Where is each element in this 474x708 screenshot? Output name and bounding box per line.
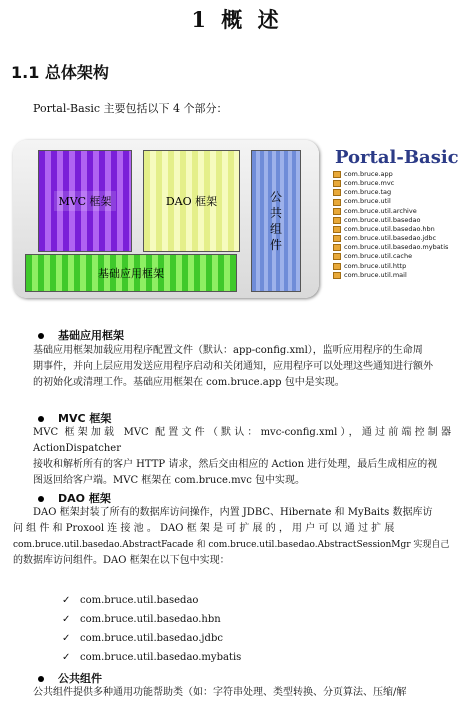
package-icon bbox=[333, 272, 341, 279]
package-icon bbox=[333, 263, 341, 270]
package-icon bbox=[333, 226, 341, 233]
section-heading: 1.1 总体架构 bbox=[11, 63, 109, 82]
package-icon bbox=[333, 180, 341, 187]
bullet-icon bbox=[38, 333, 44, 339]
bullet-icon bbox=[38, 416, 44, 422]
package-item: com.bruce.app bbox=[333, 170, 448, 179]
portal-basic-brand: Portal-Basic bbox=[335, 147, 459, 168]
mvc-framework-heading: MVC 框架 bbox=[38, 410, 111, 426]
list-item: ✓ com.bruce.util.basedao.hbn bbox=[62, 610, 241, 629]
package-icon bbox=[333, 235, 341, 242]
dao-framework-paragraph: DAO 框架封装了所有的数据库访问操作，内置 JDBC、Hibernate 和 MyBaits 数据库访 问 组 件 和 Proxool 连 接 池 。 DAO 框 架 是 可 扩 展 的 ， 用 户 可 以 通 过 扩 展 com.bruce.util.basedao.AbstractFacade 和 com.bruce.util.basedao.AbstractSessionMgr 实现自己 的数据库访问组件。DAO 框架在以下包中实现： bbox=[13, 507, 450, 566]
base-framework-block bbox=[25, 254, 237, 292]
check-icon: ✓ bbox=[62, 633, 71, 644]
package-item: com.bruce.mvc bbox=[333, 179, 448, 188]
dao-framework-block bbox=[143, 150, 240, 252]
page-title: 1 概 述 bbox=[191, 7, 283, 32]
list-item: ✓ com.bruce.util.basedao bbox=[62, 591, 241, 610]
package-icon bbox=[333, 171, 341, 178]
list-item: ✓ com.bruce.util.basedao.mybatis bbox=[62, 648, 241, 667]
dao-framework-heading: DAO 框架 bbox=[38, 490, 111, 506]
package-item: com.bruce.util.basedao.jdbc bbox=[333, 234, 448, 243]
check-icon: ✓ bbox=[62, 595, 71, 606]
bullet-icon bbox=[38, 676, 44, 682]
package-item: com.bruce.util bbox=[333, 197, 448, 206]
mvc-framework-block bbox=[38, 150, 132, 252]
package-icon bbox=[333, 208, 341, 215]
bullet-icon bbox=[38, 496, 44, 502]
base-framework-heading: 基础应用框架 bbox=[38, 327, 124, 343]
base-block-label: 基础应用框架 bbox=[98, 267, 164, 280]
package-list bbox=[333, 170, 448, 280]
common-components-heading: 公共组件 bbox=[38, 670, 102, 686]
package-icon bbox=[333, 253, 341, 260]
dao-block-label: DAO 框架 bbox=[165, 195, 218, 208]
package-item: com.bruce.util.cache bbox=[333, 252, 448, 261]
package-item: com.bruce.util.basedao.hbn bbox=[333, 225, 448, 234]
common-components-block bbox=[251, 150, 301, 292]
package-icon bbox=[333, 189, 341, 196]
intro-text: Portal-Basic 主要包括以下 4 个部分： bbox=[33, 102, 228, 115]
architecture-diagram bbox=[13, 140, 319, 298]
package-item: com.bruce.util.http bbox=[333, 262, 448, 271]
common-components-paragraph: 公共组件提供多种通用功能帮助类（如：字符串处理、类型转换、分页算法、压缩/解 bbox=[33, 687, 407, 698]
package-item: com.bruce.tag bbox=[333, 188, 448, 197]
package-icon bbox=[333, 244, 341, 251]
base-framework-paragraph: 基础应用框架加载应用程序配置文件（默认：app-config.xml），监听应用程序的生命周 期事件，并向上层应用发送应用程序启动和关闭通知，应用程序可以处理这些通知进行额外 的初始化或清理工作。基础应用框架在 com.bruce.app 包中是实现。 bbox=[33, 345, 433, 388]
common-block-label: 公 共 组 件 bbox=[269, 190, 282, 252]
mvc-framework-paragraph: MVC 框架加载 MVC 配置文件（默认：mvc-config.xml），通过前端控制器 ActionDispatcher 接收和解析所有的客户 HTTP 请求，然后交由相应的 Action 进行处理，最后生成相应的视 图返回给客户端。MVC 框架在 com.bruce.mvc 包中实现。 bbox=[33, 427, 451, 486]
dao-package-list bbox=[62, 591, 241, 667]
package-item: com.bruce.util.basedao bbox=[333, 216, 448, 225]
mvc-block-label: MVC 框架 bbox=[54, 191, 115, 211]
package-item: com.bruce.util.archive bbox=[333, 207, 448, 216]
package-item: com.bruce.util.basedao.mybatis bbox=[333, 243, 448, 252]
check-icon: ✓ bbox=[62, 652, 71, 663]
package-icon bbox=[333, 199, 341, 206]
package-icon bbox=[333, 217, 341, 224]
package-item: com.bruce.util.mail bbox=[333, 271, 448, 280]
check-icon: ✓ bbox=[62, 614, 71, 625]
list-item: ✓ com.bruce.util.basedao.jdbc bbox=[62, 629, 241, 648]
